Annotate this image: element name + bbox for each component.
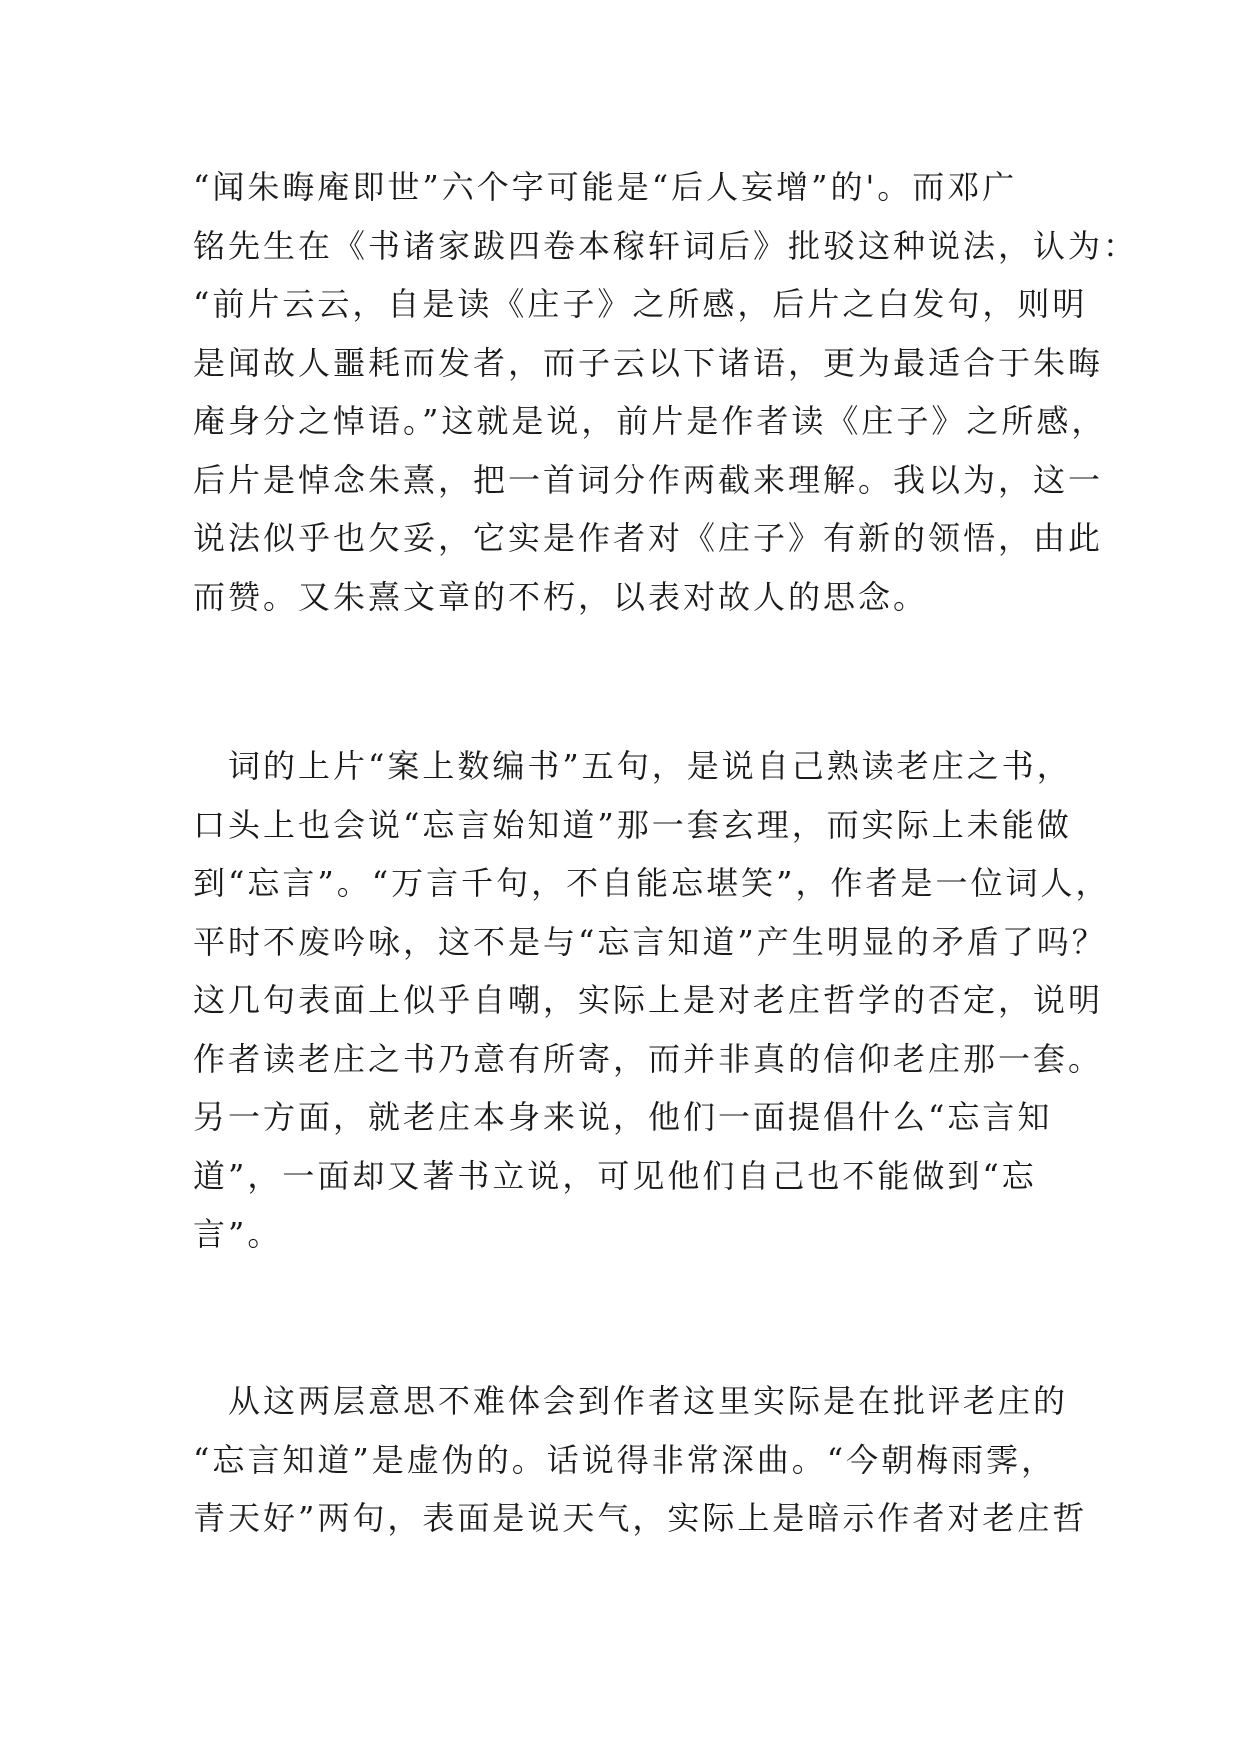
text-line: 口头上也会说“忘言始知道”那一套玄理，而实际上未能做 [193,805,1072,844]
text-line: 而赞。又朱熹文章的不朽，以表对故人的思念。 [193,577,929,616]
paragraph-1 [193,158,1139,626]
text-line: 另一方面，就老庄本身来说，他们一面提倡什么“忘言知 [193,1098,1053,1136]
text-line: 青天好”两句，表面是说天气，实际上是暗示作者对老庄哲 [193,1499,1088,1537]
text-line: 说法似乎也欠妥，它实是作者对《庄子》有新的领悟，由此 [193,519,1104,557]
text-line: 到“忘言”。“万言千句，不自能忘堪笑”，作者是一位词人， [193,864,1111,902]
text-line: “前片云云，自是读《庄子》之所感，后片之白发句，则明 [193,285,1088,323]
text-line: 是闻故人噩耗而发者，而子云以下诸语，更为最适合于朱晦 [193,343,1104,382]
text-line: 言”。 [193,1215,283,1253]
text-line: 庵身分之悼语。”这就是说，前片是作者读《庄子》之所感， [193,402,1107,440]
text-line: 这几句表面上似乎自嘲，实际上是对老庄哲学的否定，说明 [193,981,1104,1019]
text-line: 铭先生在《书诸家跋四卷本稼轩词后》批驳这种说法，认为： [193,226,1139,265]
text-line: 作者读老庄之书乃意有所寄，而并非真的信仰老庄那一套。 [193,1039,1104,1078]
text-line: 从这两层意思不难体会到作者这里实际是在批评老庄的 [193,1382,1069,1420]
text-line: 平时不废吟咏，这不是与“忘言知道”产生明显的矛盾了吗？ [193,922,1107,961]
text-line: 后片是悼念朱熹，把一首词分作两截来理解。我以为，这一 [193,460,1104,499]
paragraph-3 [193,1372,1088,1548]
text-line: “忘言知道”是虚伪的。话说得非常深曲。“今朝梅雨霁， [193,1440,1057,1479]
paragraph-2 [193,737,1111,1264]
text-line: 道”，一面却又著书立说，可见他们自己也不能做到“忘 [193,1156,1037,1195]
text-line: 词的上片“案上数编书”五句，是说自己熟读老庄之书， [193,747,1072,785]
text-line: “闻朱晦庵即世”六个字可能是“后人妄增”的'。而邓广 [193,168,1018,206]
